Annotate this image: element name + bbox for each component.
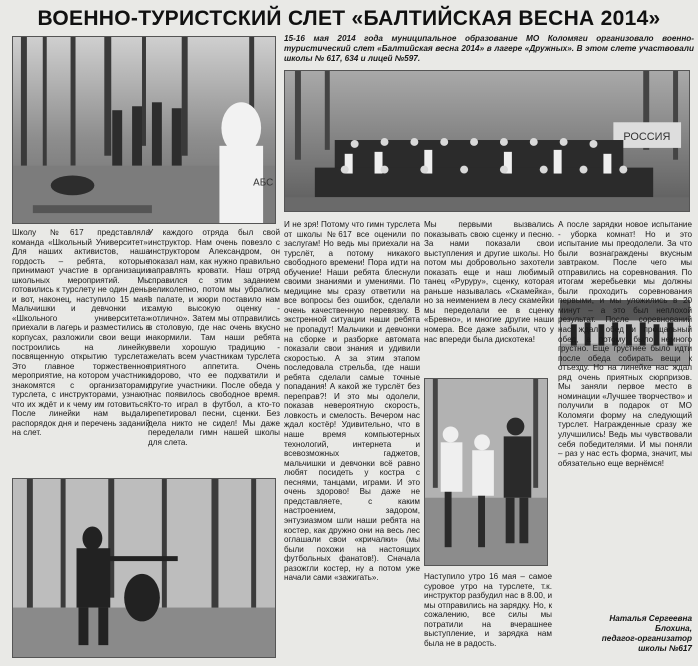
photo-shooting-practice: [12, 478, 276, 658]
article-column-1: [12, 228, 150, 473]
article-column-2: [148, 228, 280, 473]
vest-label-text: АБС: [253, 177, 274, 189]
column-1-text: Школу №617 представляла команда «Школьный Университет». Для наших активистов, наша гордость – ребята, которые принимают участие в организации школьных мероприятий. Мы готовились к турслету не один день, и вот, наконец, наступило 15 мая! Мальчишки и девчонки из «Школьного университета» приехали в лагерь и разместились в корпусах, разложили свои вещи и построились на линейку, посвященную открытию турслета. Это главное торжественное мероприятие, на котором участники знакомятся с организаторами турслета, с инструкторами, узнают, что их ждёт и к чему им готовиться. После линейки нам выдали распорядок дня и перечень заданий на слет.: [12, 228, 150, 438]
signature-school: школы №617: [638, 644, 692, 653]
column-4b-text: Наступило утро 16 мая – самое суровое утро на турслете, т.к. инструктор разбудил нас в 8.00, и мы отправились на зарядку. Но, к сожалению, все силы мы потратили на вчерашнее выступление, и зарядка нам была не в радость.: [424, 572, 552, 648]
article-column-5: [558, 220, 692, 610]
article-headline: ВОЕННО-ТУРИСТСКИЙ СЛЕТ «БАЛТИЙСКАЯ ВЕСНА 2014»: [37, 7, 661, 30]
signature-name: Наталья Сергеевна: [609, 614, 692, 623]
article-column-4: [424, 220, 554, 376]
signature-surname: Блохина,: [654, 624, 692, 633]
signature-role: педагог-организатор: [601, 634, 692, 643]
signature-block: [548, 614, 692, 654]
column-5-text: А после зарядки новое испытание - уборка комнат! Но и это испытание мы преодолели. За что были вознаграждены вкусным завтраком. После чего мы отправились на соревнования. По итогам жеребьевки мы должны были проходить соревнования первыми, и мы уложились в 20 минут – а это был неплохой результат. После соревнований нас ждал обед и прощальный обед, а потому было немного грустно. Еще грустнее было идти после обеда собирать вещи к отъезду. Но на линейке нас ждал ряд очень приятных сюрпризов. Мы заняли первое место в номинации «Лучшее творчество» и получили в подарок от МО Коломяги форму на следующий турслет. Награжденные сразу же улучшились! Ведь мы чувствовали себя победителями. И мы поняли – раз у нас есть форма, значит, мы обязательно еще вернёмся!: [558, 220, 692, 468]
column-4-text: Мы первыми вызвались показывать свою сценку и песню. За нами показали свои выступления и другие школы. Но потом мы добровольно захотели показать еще и наш любимый танец «Руруру», сценку, которая раньше называлась «Скамейка», но за неимением в лесу скамейки мы переделали ее в сценку «Бревно», и многие другие наши номера. Все даже забыли, что у нас впереди была дискотека!: [424, 220, 554, 344]
article-column-4b: [424, 572, 552, 658]
column-3-text: И не зря! Потому что гимн турслета от школы №617 все оценили по заслугам! Но ведь мы приехали на турслёт, а потому никакого свободного времени! Пора идти на обучение! Наши ребята блеснули своими знаниями и умениями. По медицине мы сразу ответили на все вопросы без ошибок, сделали очень качественную перевязку. В экстренной ситуации наши ребята не пропадут! Мальчики и девчонки на сборке и разборке автомата показали свои знания и удивили скоростью. А за этим этапом последовала стрельба, где наши ребята сделали самые точные попадания! А какой же турслёт без переправ?! И это мы одолели, показав невероятную скорость, ловкость и смелость. Вечером нас ждал костёр! Удивительно, что в наше время компьютерных технологий, интернета и всевозможных гаджетов, мальчишки и девчонки всё равно любят посидеть у костра с песнями, танцами, играми. И это очень здорово! Вы даже не представляете, с каким настроением, задором, энтузиазмом шли наши ребята на костер, как дружно они на весь лес оглашали свои «кричалки» (мы были похожи на настоящих футбольных фанатов!). Сначала разожгли костер, ну а потом уже начали сами «зажигать».: [284, 220, 420, 583]
photo-group: [284, 70, 690, 212]
article-intro: 15-16 мая 2014 года муниципальное образование МО Коломяги организовало военно-туристический слет «Балтийская весна 2014» в лагере «Дружных». В этом слете участвовали школы № 617, 634 и лицей №597.: [284, 34, 694, 64]
photo-children-instructor: [424, 378, 548, 566]
column-2-text: У каждого отряда был свой инструктор. Нам очень повезло с инструктором Александром, он показал нам, как нужно правильно заправлять кровати. Наш отряд справился с этим заданием великолепно, потом мы убрались в палате, и жюри поставило нам самую высокую оценку - «отлично». Затем мы отправились в столовую, где нас очень вкусно накормили. Там наши ребята ввели хорошую традицию - желать всем участникам турслета приятного аппетита. Очень здорово, что ее подхватили и другие участники. После обеда у нас появилось свободное время. Кто-то играл в футбол, а кто-то репетировал песни, сценки. Без дела никто не сидел! Мы даже переделали гимн нашей школы для слета.: [148, 228, 280, 448]
photo-forest-activity: [12, 36, 276, 224]
banner-text: РОССИЯ: [623, 131, 671, 144]
article-column-3: [284, 220, 420, 660]
